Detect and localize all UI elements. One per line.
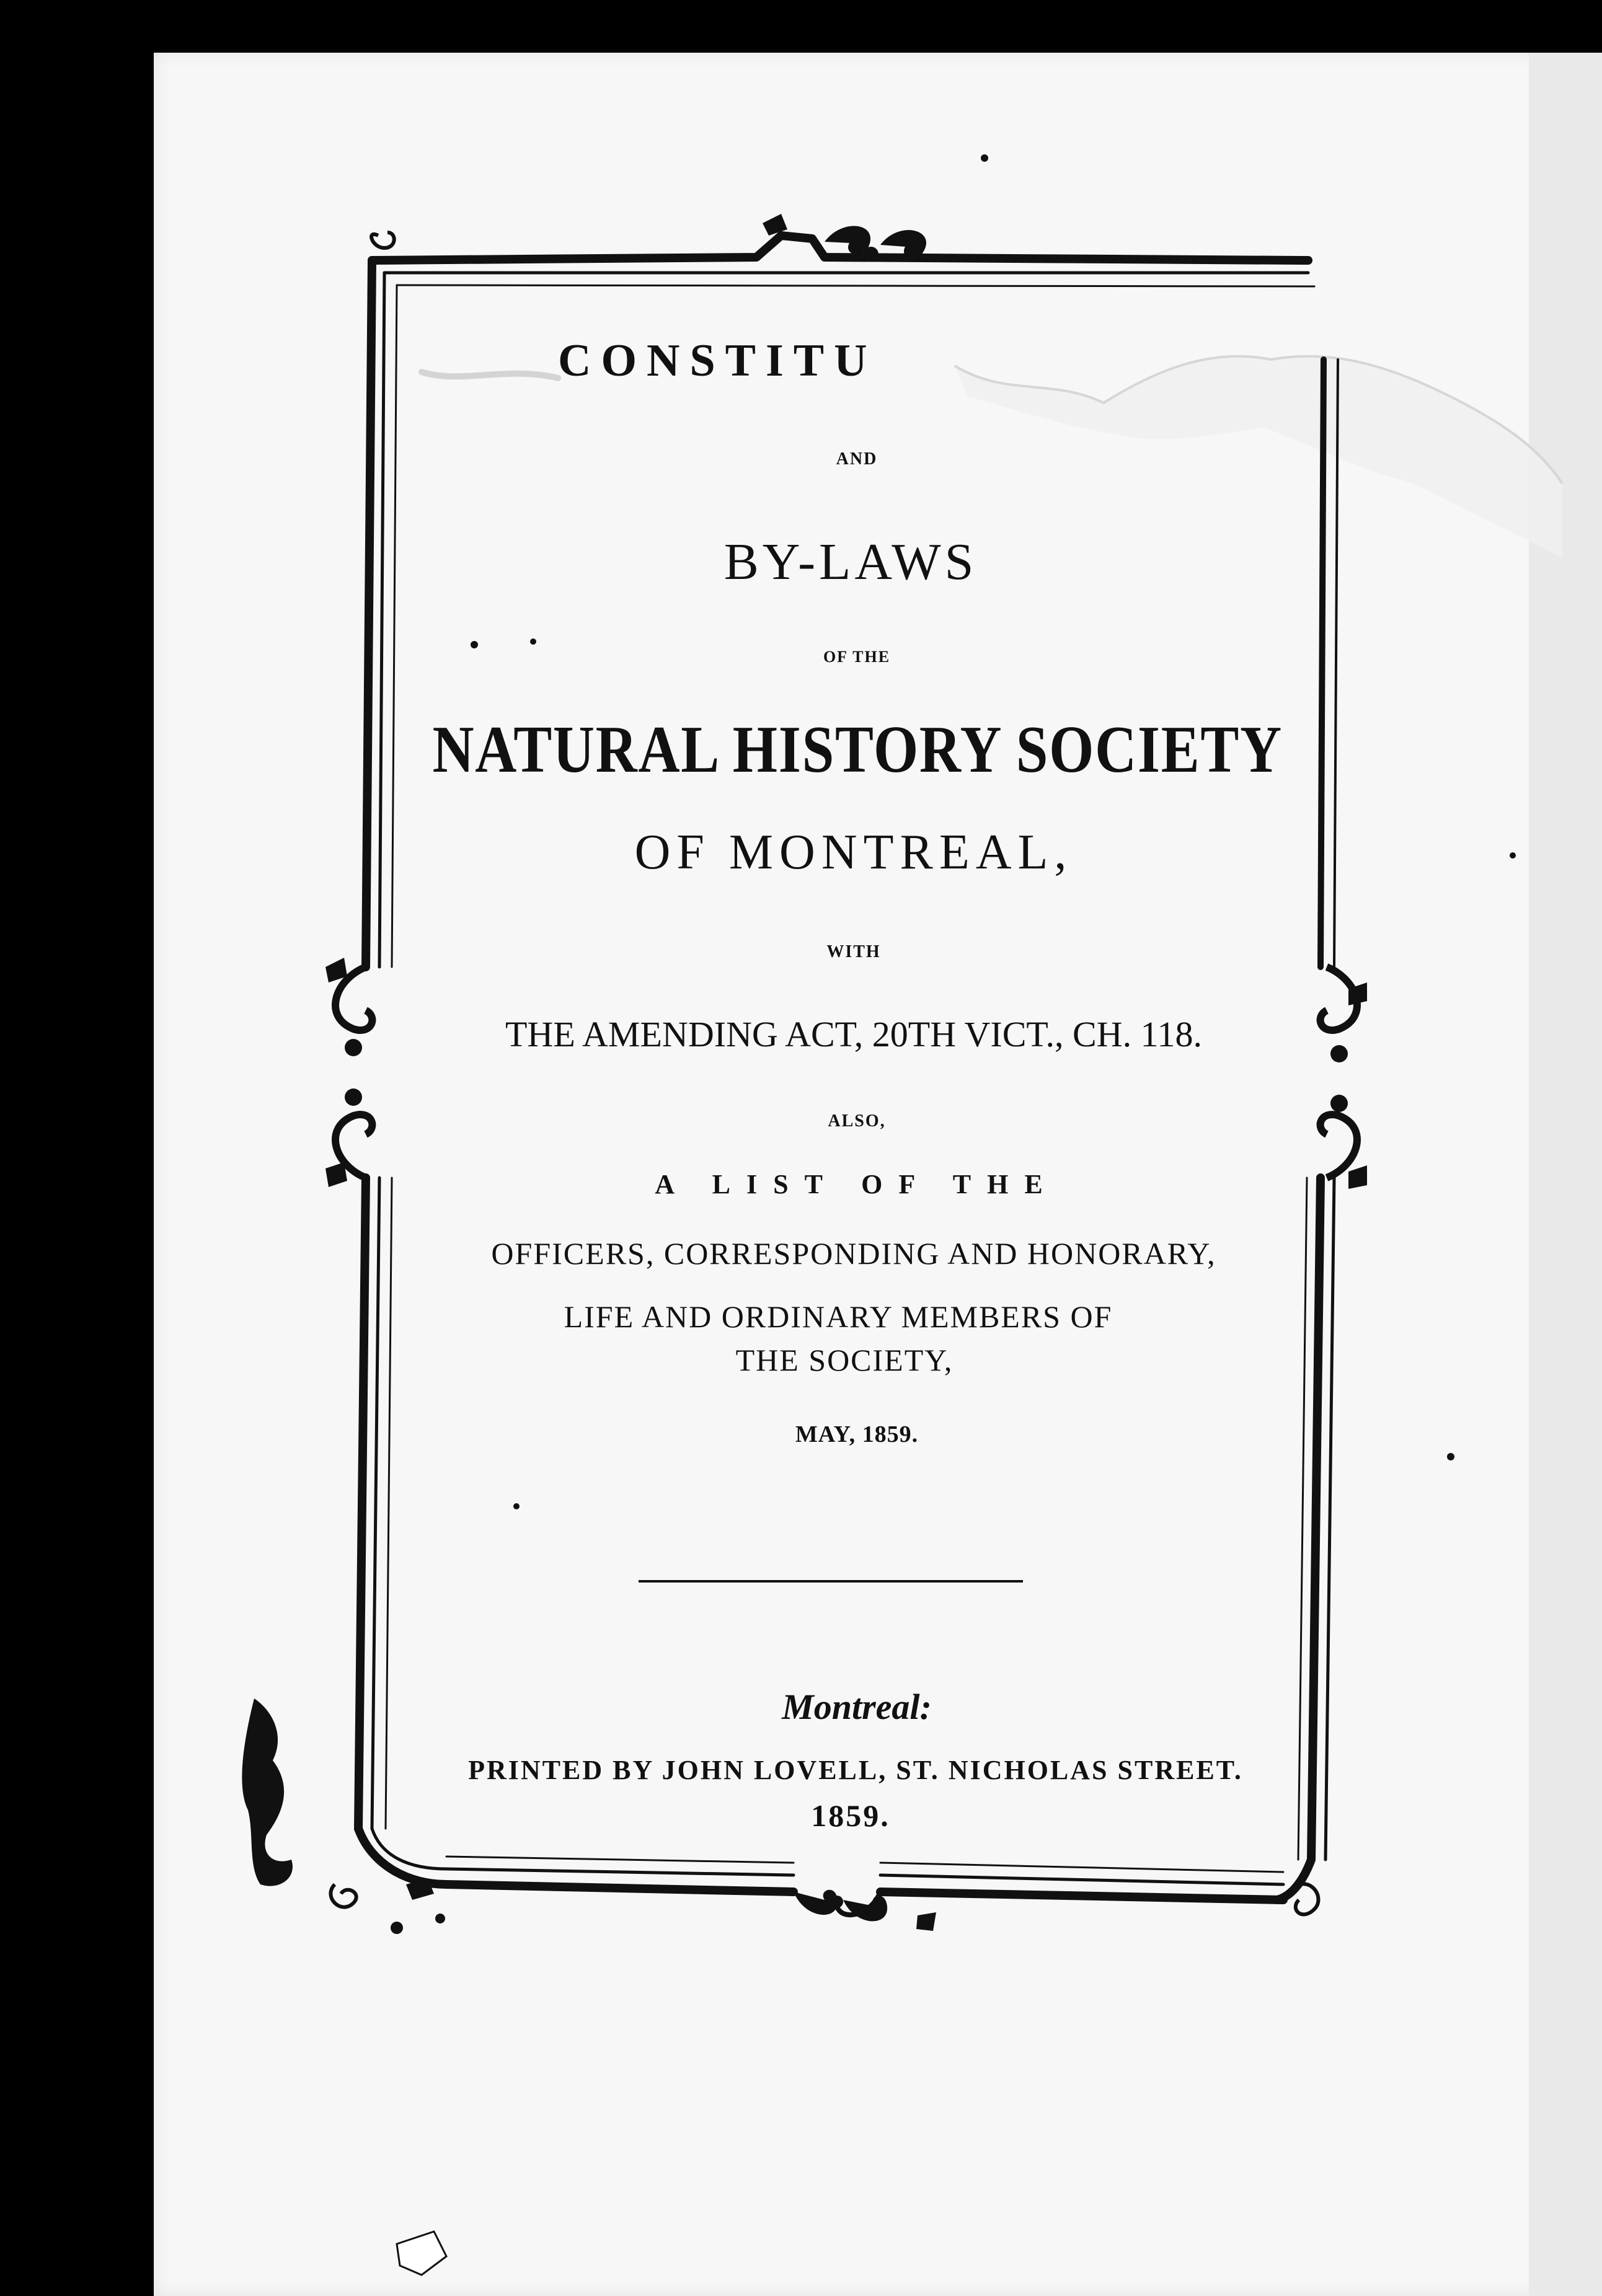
scroll-flourish-bottom <box>330 1884 1318 1931</box>
title-line-constitu: CONSTITU <box>558 335 877 386</box>
imprint-year: 1859. <box>811 1798 890 1833</box>
imprint-place: Montreal: <box>782 1687 932 1727</box>
society-name-heading: NATURAL HISTORY SOCIETY <box>432 713 1283 787</box>
title-line-bylaws: BY-LAWS <box>724 533 978 591</box>
divider-rule <box>639 1580 1023 1583</box>
date-line: MAY, 1859. <box>795 1421 919 1447</box>
officers-line-2: LIFE AND ORDINARY MEMBERS OF <box>564 1299 1113 1334</box>
scroll-flourish-right <box>1321 967 1367 1189</box>
title-line-with: WITH <box>826 942 881 961</box>
amending-act-line: THE AMENDING ACT, 20TH VICT., CH. 118. <box>505 1014 1202 1054</box>
scroll-flourish-left <box>325 958 372 1187</box>
title-line-of-the: OF THE <box>823 648 891 666</box>
title-line-list-of-the: A LIST OF THE <box>655 1169 1059 1199</box>
officers-line-1: OFFICERS, CORRESPONDING AND HONORARY, <box>491 1236 1216 1271</box>
imprint-printer: PRINTED BY JOHN LOVELL, ST. NICHOLAS STREET. <box>468 1755 1243 1785</box>
officers-line-3: THE SOCIETY, <box>735 1343 954 1377</box>
title-line-of-montreal: OF MONTREAL, <box>634 825 1073 880</box>
title-line-also: ALSO, <box>828 1111 886 1131</box>
title-line-and: AND <box>836 449 878 469</box>
